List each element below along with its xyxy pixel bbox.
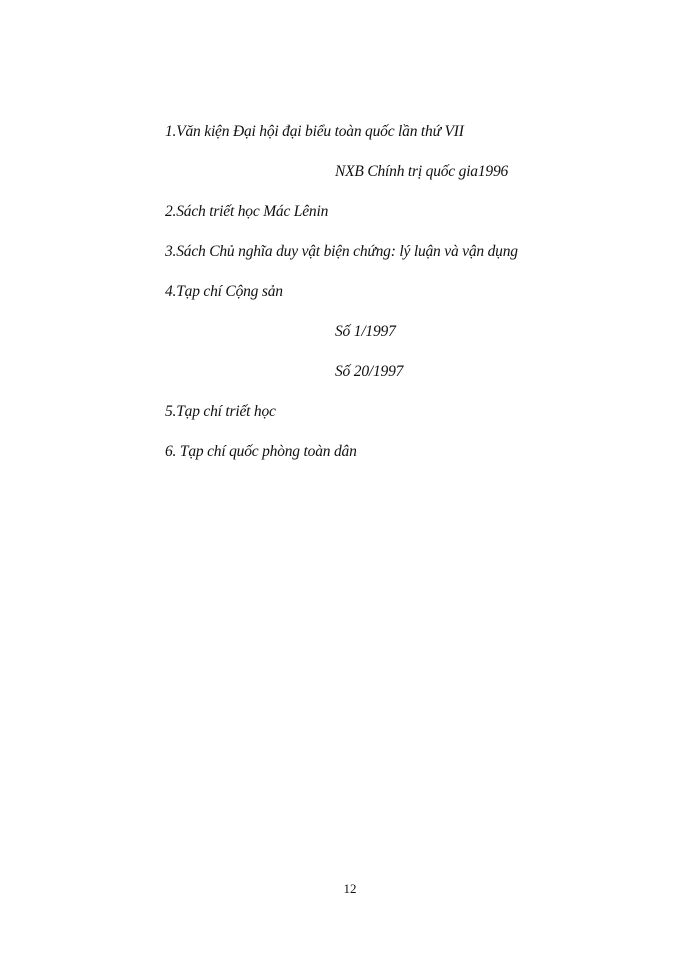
reference-item-3: 3.Sách Chủ nghĩa duy vật biện chứng: lý luận và vận dụng: [165, 243, 518, 260]
reference-item-4-issue-2: Số 20/1997: [335, 363, 404, 380]
reference-item-1: 1.Văn kiện Đại hội đại biểu toàn quốc lần thứ VII: [165, 123, 464, 140]
reference-item-1-publisher: NXB Chính trị quốc gia1996: [335, 163, 509, 180]
reference-item-6: 6. Tạp chí quốc phòng toàn dân: [165, 443, 357, 460]
reference-item-4-issue-1: Số 1/1997: [335, 323, 396, 340]
reference-item-2: 2.Sách triết học Mác Lênin: [165, 203, 329, 220]
reference-item-4: 4.Tạp chí Cộng sản: [165, 283, 283, 300]
page-number: 12: [343, 881, 357, 896]
reference-item-5: 5.Tạp chí triết học: [165, 403, 276, 420]
